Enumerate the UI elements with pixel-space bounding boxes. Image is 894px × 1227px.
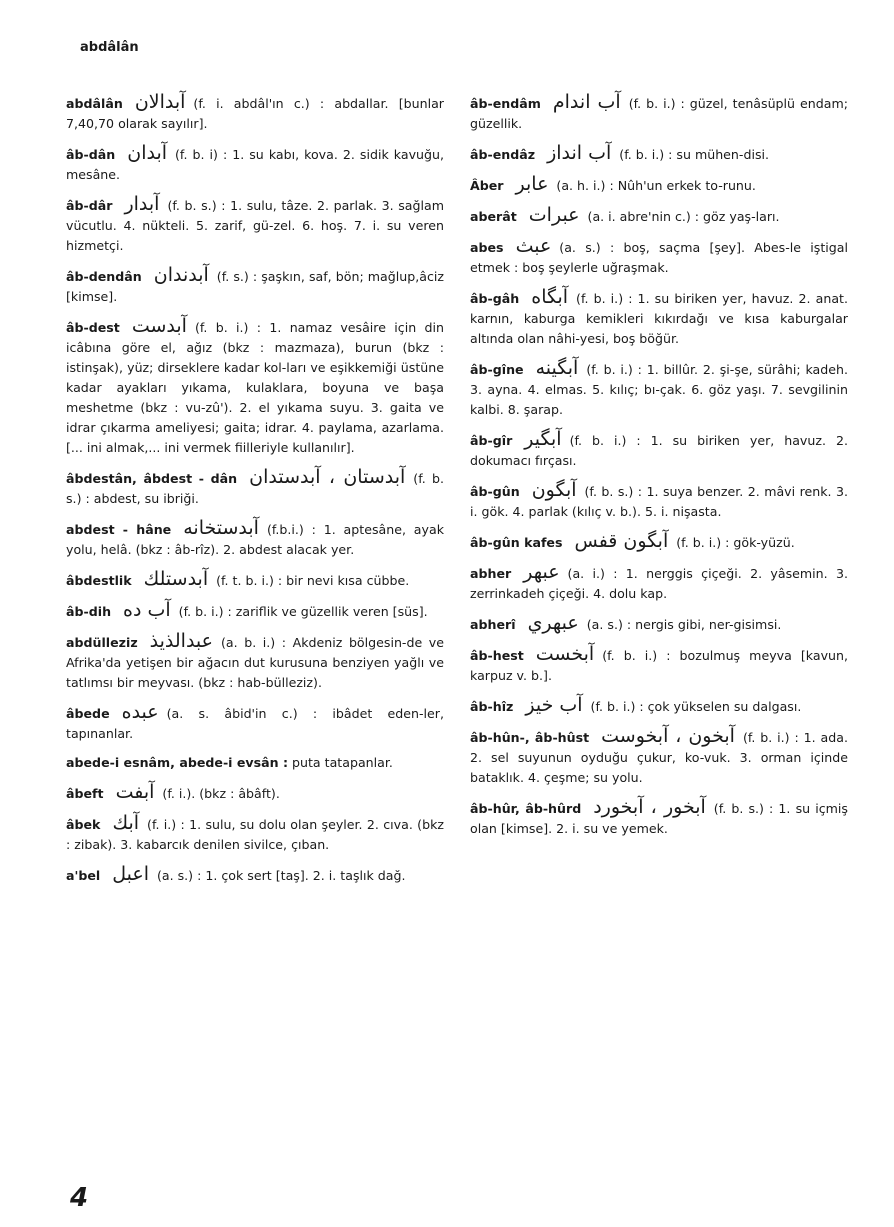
right-column	[470, 92, 848, 848]
entry-definition: (f. b. i.) : 1. namaz vesâire için din icâbına göre el, ağız (bkz : mazmaza), burun (bkz : istinşak), yüz; dirseklere kadar kol-ları ve eşikkemiği üstüne kadar ayakları yıkama, kulaklara, boyuna ve başa meshetme (bkz : vu-zû'). 2. el yıkama suyu. 3. gaita ve idrar çıkarma ameliyesi; gaita; idrar. 4. paylama, azarlama. [... ini almak,... ini vermek fiilleriyle kullanılır].	[66, 320, 444, 455]
entry-headword: a'bel	[66, 868, 101, 883]
dictionary-entry	[470, 287, 848, 349]
entry-headword: abdest - hâne	[66, 522, 172, 537]
entry-ottoman-script: عبدالذيذ	[149, 630, 214, 652]
entry-ottoman-script: آب اندام	[552, 91, 621, 113]
entry-definition: (f. t. b. i.) : bir nevi kısa cübbe.	[216, 573, 410, 588]
entry-ottoman-script: آبگينه	[535, 357, 579, 379]
dictionary-entry	[470, 613, 848, 635]
dictionary-entry	[470, 174, 848, 196]
entry-ottoman-script: عبهري	[527, 612, 579, 634]
dictionary-entry	[66, 864, 444, 886]
entry-definition: (f. b. s.) : abdest, su ibriği.	[66, 471, 445, 506]
entry-ottoman-script: آبگاه	[531, 286, 569, 308]
entry-definition: (f. i.) : 1. sulu, su dolu olan şeyler. 2. cıva. (bkz : zibak). 3. kabarcık denilen sivilce, çıban.	[66, 817, 444, 852]
entry-headword: âb-hîz	[470, 699, 514, 714]
entry-definition: (f. b. i.) : 1. su biriken yer, havuz. 2. dokumacı fırçası.	[470, 433, 848, 468]
left-column	[66, 92, 444, 895]
entry-ottoman-script: آب خيز	[525, 694, 583, 716]
entry-headword: abher	[470, 566, 512, 581]
entry-headword: âb-gâh	[470, 291, 520, 306]
page-header: abdâlân	[80, 40, 139, 55]
entry-ottoman-script: آبدالان	[134, 91, 186, 113]
entry-ottoman-script: آبخون ، آبخوست	[601, 725, 735, 747]
entry-ottoman-script: آب انداز	[547, 142, 612, 164]
entry-ottoman-script: آبگون قفس	[574, 530, 669, 552]
dictionary-entry	[66, 782, 444, 804]
entry-headword: âb-dih	[66, 604, 112, 619]
entry-headword: abdülleziz	[66, 635, 138, 650]
dictionary-entry	[470, 797, 848, 839]
dictionary-entry	[66, 600, 444, 622]
entry-definition: (a. i. abre'nin c.) : göz yaş-ları.	[587, 209, 780, 224]
entry-ottoman-script: عبث	[515, 235, 552, 257]
entry-ottoman-script: آبخور ، آبخورد	[593, 796, 706, 818]
dictionary-entry	[66, 143, 444, 185]
entry-ottoman-script: آبدان	[127, 142, 168, 164]
entry-headword: âb-hest	[470, 648, 524, 663]
entry-headword: âb-dâr	[66, 198, 113, 213]
entry-definition: (f. b. i) : 1. su kabı, kova. 2. sidik kavuğu, mesâne.	[66, 147, 444, 182]
entry-headword: abherî	[470, 617, 516, 632]
entry-ottoman-script: آبك	[112, 812, 140, 834]
entry-definition: (f. b. i.) : çok yükselen su dalgası.	[590, 699, 802, 714]
entry-ottoman-script: عبده	[121, 701, 159, 723]
dictionary-entry	[470, 726, 848, 788]
entry-definition: (a. s.) : 1. çok sert [taş]. 2. i. taşlık dağ.	[156, 868, 406, 883]
entry-definition: (f. b. s.) : 1. suya benzer. 2. mâvi renk. 3. i. gök. 4. parlak (kılıç v. b.). 5. i. nişasta.	[470, 484, 848, 519]
entry-definition: (f.b.i.) : 1. aptesâne, ayak yolu, helâ. (bkz : âb-rîz). 2. abdest alacak yer.	[66, 522, 444, 557]
entry-definition: (a. s.) : boş, saçma [şey]. Abes-le iştigal etmek : boş şeylerle uğraşmak.	[470, 240, 848, 275]
dictionary-entry	[470, 205, 848, 227]
entry-headword: âbdestân, âbdest - dân	[66, 471, 238, 486]
entry-definition: (f. s.) : şaşkın, saf, bön; mağlup,âciz [kimse].	[66, 269, 444, 304]
entry-headword: âb-dest	[66, 320, 120, 335]
entry-headword: abdâlân	[66, 96, 123, 111]
entry-definition: puta tatapanlar.	[292, 755, 393, 770]
entry-definition: (a. s.) : nergis gibi, ner-gisimsi.	[586, 617, 782, 632]
dictionary-entry	[66, 753, 444, 773]
entry-definition: (a. b. i.) : Akdeniz bölgesin-de ve Afrika'da yetişen bir ağacın dut kurusuna benziyen yağlı ve tatlımsı bir meyvası. (bkz : hab-bülleziz).	[66, 635, 444, 690]
entry-headword: âb-hûn-, âb-hûst	[470, 730, 590, 745]
dictionary-entry	[66, 518, 444, 560]
entry-headword: aberât	[470, 209, 517, 224]
dictionary-entry	[470, 531, 848, 553]
entry-definition: (f. b. s.) : 1. su içmiş olan [kimse]. 2. i. su ve yemek.	[470, 801, 848, 836]
entry-headword: Âber	[470, 178, 504, 193]
entry-definition: (f. i.). (bkz : âbâft).	[162, 786, 280, 801]
dictionary-entry	[470, 143, 848, 165]
dictionary-entry	[66, 467, 444, 509]
entry-ottoman-script: آبدستان ، آبدستدان	[249, 466, 406, 488]
dictionary-entry	[66, 569, 444, 591]
entry-ottoman-script: آبدار	[124, 193, 160, 215]
entry-headword: âbeft	[66, 786, 104, 801]
entry-headword: âb-dân	[66, 147, 116, 162]
dictionary-entry	[470, 236, 848, 278]
dictionary-entry	[470, 562, 848, 604]
dictionary-entry	[470, 92, 848, 134]
entry-headword: âb-gûn	[470, 484, 520, 499]
dictionary-entry	[66, 316, 444, 458]
dictionary-entry	[66, 265, 444, 307]
entry-definition: (a. s. âbid'in c.) : ibâdet eden-ler, tapınanlar.	[66, 706, 444, 741]
entry-headword: abes	[470, 240, 504, 255]
page-number: 4	[70, 1183, 89, 1213]
entry-headword: âb-endâz	[470, 147, 536, 162]
entry-headword: âb-dendân	[66, 269, 142, 284]
entry-headword: âbek	[66, 817, 101, 832]
entry-ottoman-script: آبخست	[535, 643, 595, 665]
dictionary-entry	[66, 194, 444, 256]
entry-headword: âb-hûr, âb-hûrd	[470, 801, 582, 816]
entry-definition: (f. b. i.) : 1. billûr. 2. şi-şe, sürâhi; kadeh. 3. ayna. 4. elmas. 5. kılıç; bı-çak. 6. göz yaşı. 7. sevgilinin kalbi. 8. şarap.	[470, 362, 848, 417]
entry-ottoman-script: عابر	[515, 173, 549, 195]
entry-definition: (f. b. i.) : 1. ada. 2. sel suyunun oyduğu çukur, ko-vuk. 3. orman içinde bataklık. 4. çeşme; su yolu.	[470, 730, 848, 785]
entry-definition: (f. i. abdâl'ın c.) : abdallar. [bunlar 7,40,70 olarak sayılır].	[66, 96, 444, 131]
entry-ottoman-script: آبگير	[524, 428, 562, 450]
dictionary-entry	[66, 813, 444, 855]
dictionary-entry	[470, 644, 848, 686]
entry-headword: âb-gîne	[470, 362, 524, 377]
entry-definition: (f. b. i.) : güzel, tenâsüplü endam; güzellik.	[470, 96, 848, 131]
entry-ottoman-script: آبگون	[531, 479, 577, 501]
entry-ottoman-script: آبدندان	[153, 264, 209, 286]
dictionary-entry	[66, 92, 444, 134]
entry-ottoman-script: آبفت	[115, 781, 155, 803]
entry-definition: (f. b. i.) : zariflik ve güzellik veren [süs].	[178, 604, 428, 619]
dictionary-entry	[470, 480, 848, 522]
entry-ottoman-script: عبهر	[523, 561, 560, 583]
entry-definition: (a. i.) : 1. nerggis çiçeği. 2. yâsemin. 3. zerrinkadeh çiçeği. 4. dolu kap.	[470, 566, 848, 601]
entry-definition: (f. b. i.) : gök-yüzü.	[676, 535, 795, 550]
entry-ottoman-script: اعبل	[112, 863, 149, 885]
entry-headword: âbdestlik	[66, 573, 132, 588]
dictionary-entry	[66, 631, 444, 693]
entry-headword: âbede	[66, 706, 110, 721]
entry-definition: (f. b. s.) : 1. sulu, tâze. 2. parlak. 3. sağlam vücutlu. 4. nükteli. 5. zarif, gü-zel. 6. hoş. 7. i. su veren hizmetçi.	[66, 198, 444, 253]
entry-headword: abede-i esnâm, abede-i evsân :	[66, 755, 289, 770]
entry-definition: (a. h. i.) : Nûh'un erkek to-runu.	[556, 178, 756, 193]
entry-ottoman-script: عبرات	[528, 204, 580, 226]
dictionary-entry	[470, 429, 848, 471]
dictionary-entry	[470, 695, 848, 717]
entry-headword: âb-endâm	[470, 96, 541, 111]
entry-headword: âb-gîr	[470, 433, 513, 448]
entry-ottoman-script: آبدستلك	[143, 568, 209, 590]
entry-ottoman-script: آبدستخانه	[183, 517, 259, 539]
entry-definition: (f. b. i.) : bozulmuş meyva [kavun, karpuz v. b.].	[470, 648, 848, 683]
entry-ottoman-script: آبدست	[131, 315, 187, 337]
entry-definition: (f. b. i.) : su mühen-disi.	[619, 147, 770, 162]
dictionary-entry	[66, 702, 444, 744]
entry-headword: âb-gûn kafes	[470, 535, 563, 550]
dictionary-entry	[470, 358, 848, 420]
entry-ottoman-script: آب ده	[123, 599, 171, 621]
entry-definition: (f. b. i.) : 1. su biriken yer, havuz. 2. anat. karnın, kaburga kemikleri kıkırdağı ve kısa kaburgalar altında olan nâhi-yesi, boş böğür.	[470, 291, 848, 346]
